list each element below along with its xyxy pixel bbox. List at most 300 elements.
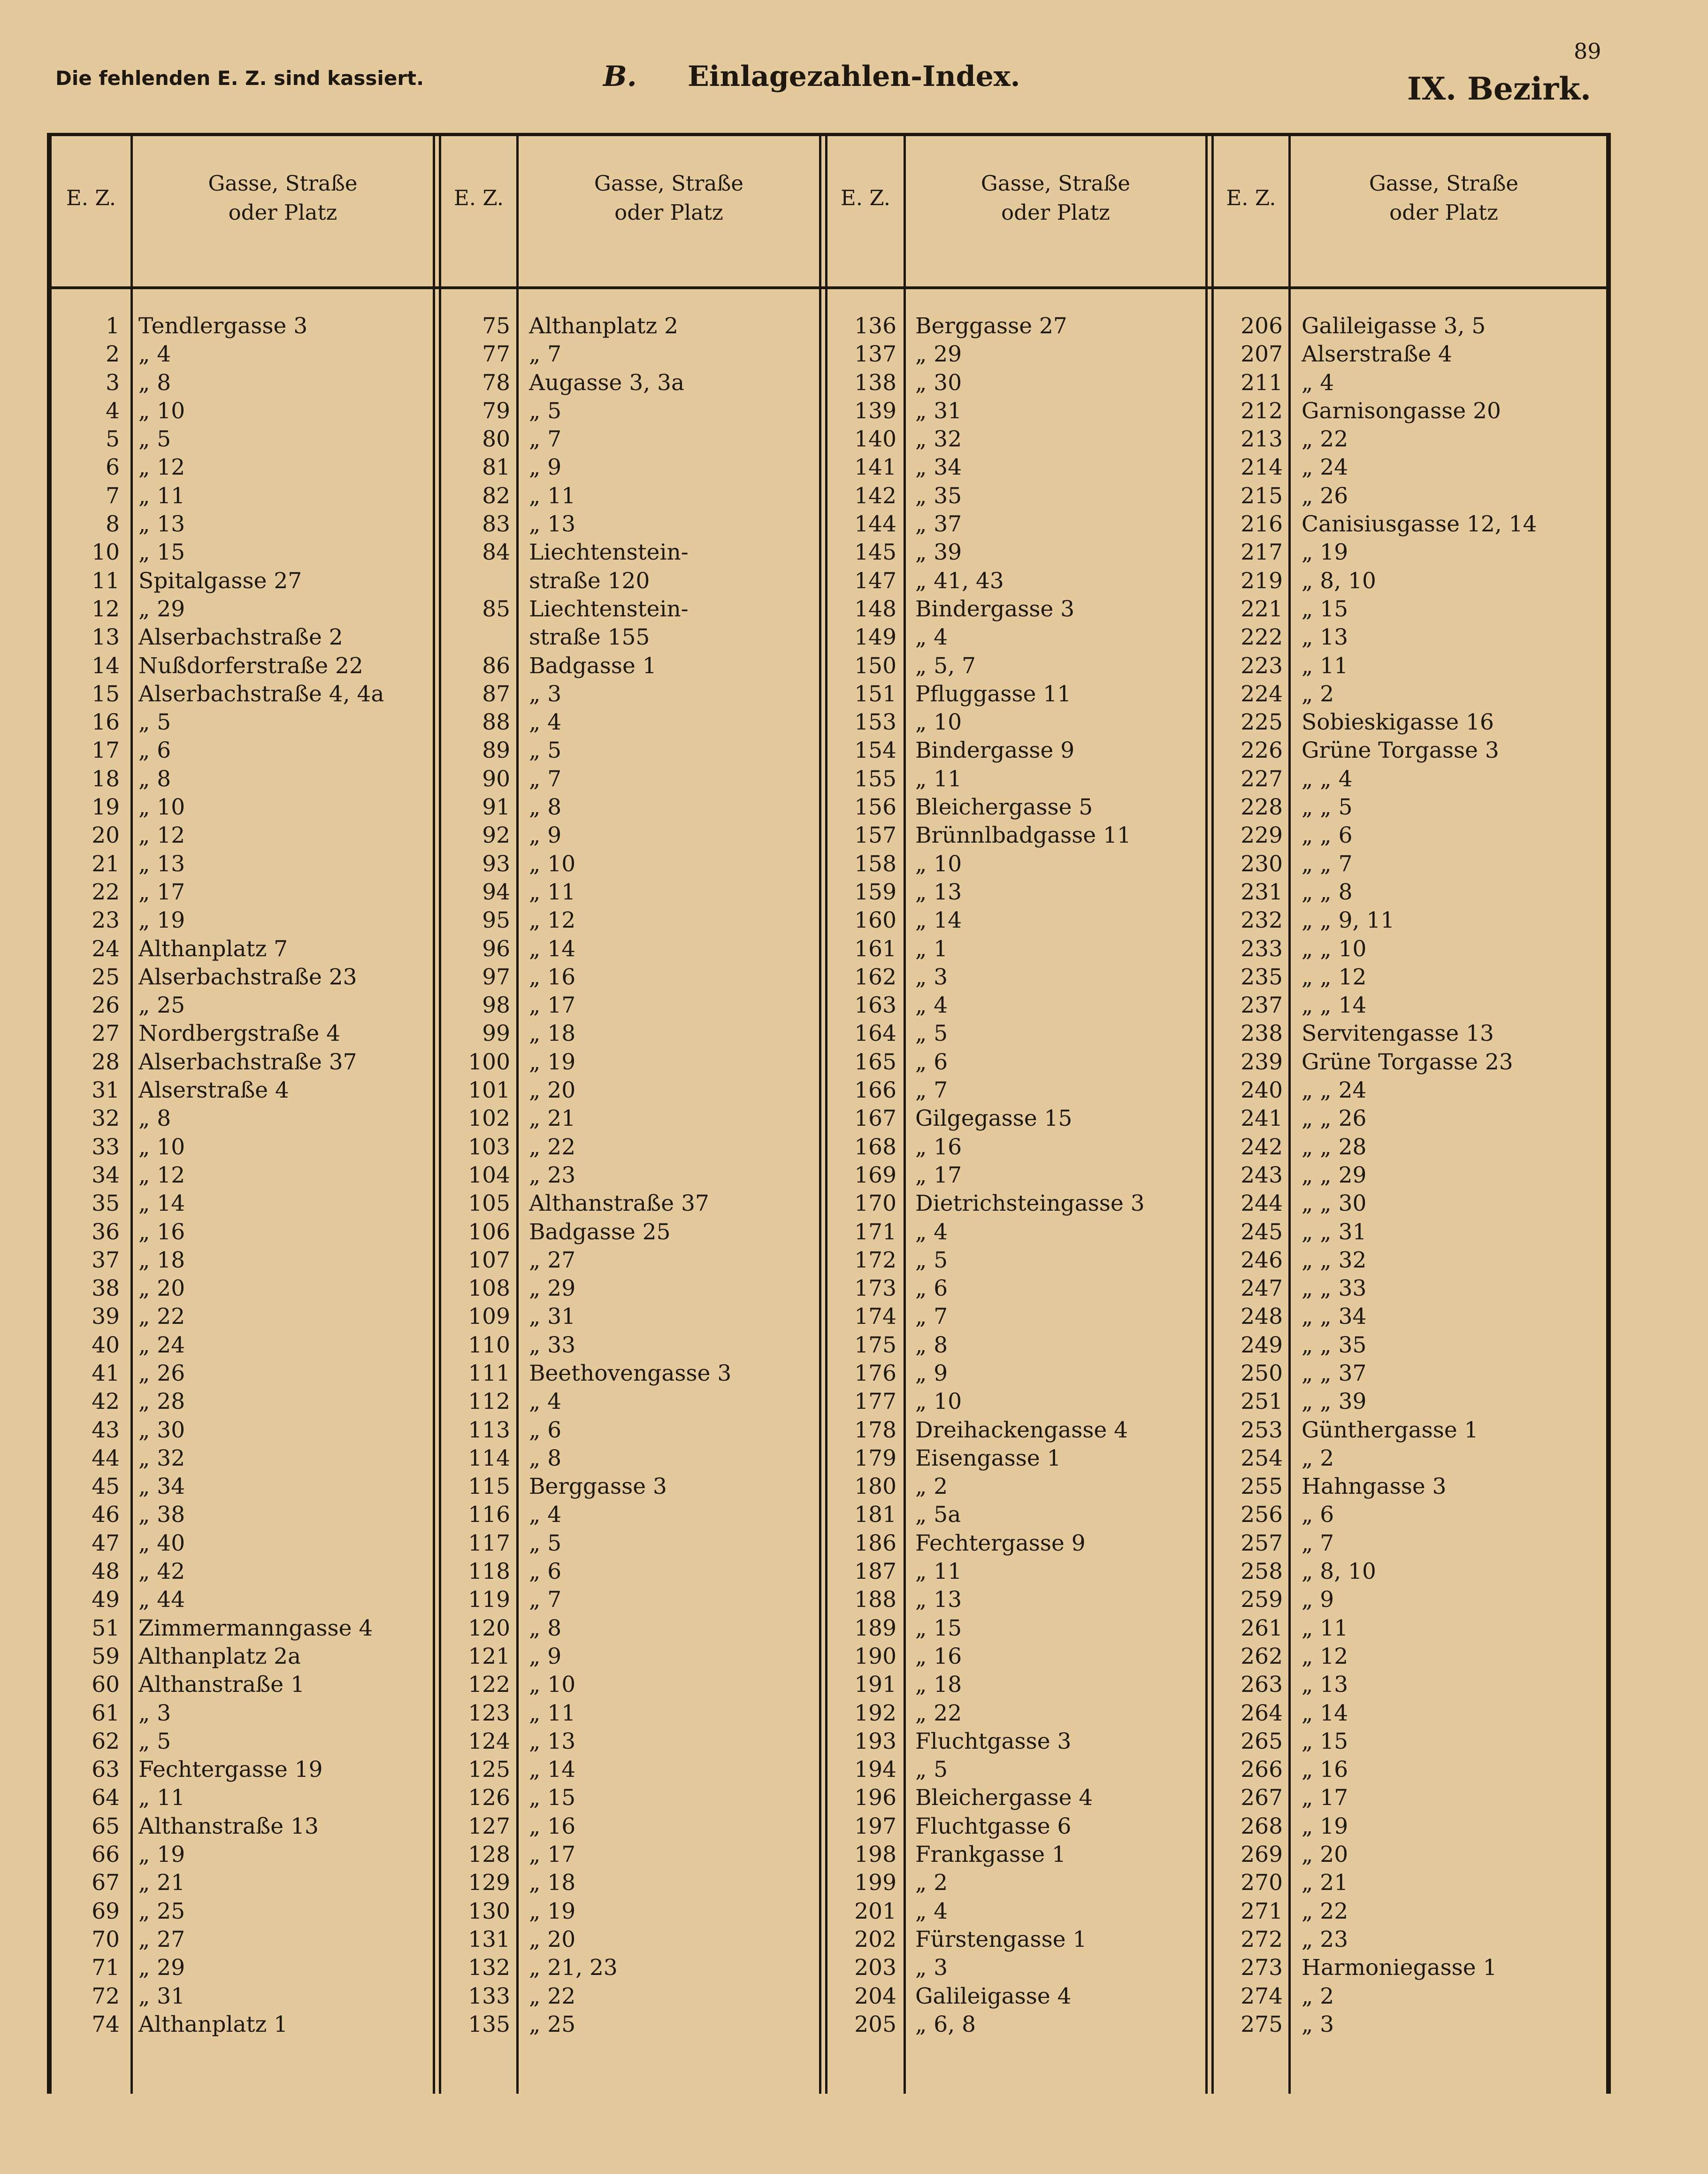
ez-number: 170 xyxy=(854,1191,896,1217)
street-address: „ 18 xyxy=(529,1021,576,1047)
table-row xyxy=(828,1813,1205,1841)
table-row xyxy=(442,1643,819,1671)
street-address: „ 31 xyxy=(138,1983,185,2009)
ez-number: 168 xyxy=(854,1134,896,1160)
ez-number: 221 xyxy=(1241,596,1283,622)
table-row xyxy=(1215,1671,1597,1699)
ez-number: 94 xyxy=(482,879,510,905)
ez-number: 176 xyxy=(854,1360,896,1386)
table-row xyxy=(1215,482,1597,510)
street-address: „ 4 xyxy=(915,992,948,1019)
ez-number: 169 xyxy=(854,1162,896,1188)
street-address: „ 29 xyxy=(138,1955,185,1981)
street-address: Spitalgasse 27 xyxy=(138,568,302,594)
table-row xyxy=(828,737,1205,765)
table-row xyxy=(52,963,433,991)
ez-number: 165 xyxy=(854,1049,896,1075)
table-row xyxy=(1215,1501,1597,1529)
ez-number: 12 xyxy=(92,596,120,622)
table-row xyxy=(1215,652,1597,680)
ez-number: 129 xyxy=(468,1870,510,1896)
table-row xyxy=(442,623,819,652)
table-row xyxy=(442,793,819,822)
table-row xyxy=(828,1558,1205,1586)
table-row xyxy=(52,765,433,793)
table-row xyxy=(828,1133,1205,1161)
ez-number: 42 xyxy=(92,1389,120,1415)
table-row xyxy=(442,935,819,963)
table-row xyxy=(52,1246,433,1275)
table-row xyxy=(1215,737,1597,765)
table-row xyxy=(52,453,433,482)
ez-number: 132 xyxy=(468,1955,510,1981)
table-row xyxy=(52,991,433,1020)
ez-number: 245 xyxy=(1241,1219,1283,1245)
ez-number: 201 xyxy=(854,1898,896,1924)
ez-number: 254 xyxy=(1241,1445,1283,1471)
table-row xyxy=(52,793,433,822)
table-row xyxy=(442,1444,819,1473)
street-address: „ 23 xyxy=(1302,1926,1348,1952)
street-address: „ 20 xyxy=(138,1275,185,1302)
ez-number: 75 xyxy=(482,313,510,339)
street-address: „ 29 xyxy=(529,1275,576,1302)
table-row xyxy=(52,623,433,652)
table-row xyxy=(1215,1473,1597,1501)
street-address: „ 1 xyxy=(915,936,948,962)
table-row xyxy=(828,538,1205,567)
table-row xyxy=(1215,1614,1597,1643)
ez-number: 131 xyxy=(468,1926,510,1952)
header-street-line1: Gasse, Straße xyxy=(1369,171,1519,196)
table-row xyxy=(828,793,1205,822)
table-row xyxy=(1215,1558,1597,1586)
table-row xyxy=(1215,1784,1597,1812)
table-row xyxy=(52,397,433,425)
ez-number: 105 xyxy=(468,1191,510,1217)
ez-number: 241 xyxy=(1241,1106,1283,1132)
table-row xyxy=(52,1954,433,1982)
ez-number: 237 xyxy=(1241,992,1283,1019)
ez-number: 2 xyxy=(106,341,120,368)
ez-number: 117 xyxy=(468,1530,510,1556)
ez-number: 239 xyxy=(1241,1049,1283,1075)
street-address: „ 38 xyxy=(138,1502,185,1528)
ez-number: 125 xyxy=(468,1757,510,1783)
ez-number: 93 xyxy=(482,851,510,877)
ez-number: 120 xyxy=(468,1615,510,1641)
street-address: „ 2 xyxy=(1302,1983,1334,2009)
street-address: „ 8 xyxy=(915,1332,948,1358)
ez-number: 3 xyxy=(106,369,120,396)
ez-number: 172 xyxy=(854,1247,896,1273)
table-row xyxy=(52,1416,433,1444)
ez-number: 83 xyxy=(482,511,510,538)
street-address: Bindergasse 9 xyxy=(915,737,1075,764)
ez-number: 258 xyxy=(1241,1559,1283,1585)
street-address: „ 10 xyxy=(915,709,962,736)
table-row xyxy=(828,1275,1205,1303)
table-row xyxy=(442,680,819,708)
street-address: „ 17 xyxy=(1302,1785,1348,1811)
table-row xyxy=(52,1218,433,1246)
ez-number: 268 xyxy=(1241,1813,1283,1839)
table-row xyxy=(1215,1897,1597,1926)
table-row xyxy=(828,1897,1205,1926)
ez-number: 119 xyxy=(468,1587,510,1613)
street-address: „ 22 xyxy=(138,1304,185,1330)
ez-number: 72 xyxy=(92,1983,120,2009)
table-row xyxy=(828,1303,1205,1331)
ez-number: 32 xyxy=(92,1106,120,1132)
table-row xyxy=(1215,1416,1597,1444)
table-row xyxy=(828,765,1205,793)
ez-number: 90 xyxy=(482,766,510,792)
table-row xyxy=(442,2011,819,2039)
table-row xyxy=(52,1275,433,1303)
ez-number: 223 xyxy=(1241,653,1283,679)
column-rule xyxy=(819,136,827,2094)
ez-number: 71 xyxy=(92,1955,120,1981)
street-address: Bleichergasse 4 xyxy=(915,1785,1093,1811)
street-address: „ 15 xyxy=(529,1785,576,1811)
street-address: „ 12 xyxy=(1302,1643,1348,1669)
street-address: „ 3 xyxy=(915,1955,948,1981)
street-address: Althanplatz 7 xyxy=(138,936,288,962)
ez-number: 13 xyxy=(92,624,120,651)
table-row xyxy=(442,312,819,340)
table-row xyxy=(1215,822,1597,850)
street-address: „ 22 xyxy=(529,1983,576,2009)
street-address: „ 9 xyxy=(529,454,562,481)
table-row xyxy=(828,1218,1205,1246)
street-address: Bindergasse 3 xyxy=(915,596,1075,622)
street-address: „ 17 xyxy=(529,1842,576,1868)
ez-number: 81 xyxy=(482,454,510,481)
ez-number: 16 xyxy=(92,709,120,736)
street-address: „ „ 31 xyxy=(1302,1219,1367,1245)
ez-number: 167 xyxy=(854,1106,896,1132)
street-address: „ 3 xyxy=(529,681,562,707)
ez-number: 257 xyxy=(1241,1530,1283,1556)
street-address: straße 155 xyxy=(529,624,650,651)
table-row xyxy=(52,369,433,397)
street-address: „ 6 xyxy=(138,737,171,764)
ez-number: 161 xyxy=(854,936,896,962)
ez-number: 173 xyxy=(854,1275,896,1302)
street-address: „ 10 xyxy=(138,1134,185,1160)
ez-number: 212 xyxy=(1241,398,1283,424)
street-address: „ 20 xyxy=(529,1926,576,1952)
table-row xyxy=(828,878,1205,906)
ez-number: 186 xyxy=(854,1530,896,1556)
table-row xyxy=(1215,1076,1597,1105)
ez-number: 5 xyxy=(106,426,120,453)
table-row xyxy=(828,1643,1205,1671)
table-row xyxy=(828,1501,1205,1529)
table-row xyxy=(442,1671,819,1699)
ez-number: 67 xyxy=(92,1870,120,1896)
street-address: „ „ 37 xyxy=(1302,1360,1367,1386)
street-address: „ 5 xyxy=(138,1728,171,1754)
table-row xyxy=(1215,793,1597,822)
table-row xyxy=(828,2011,1205,2039)
street-address: Nußdorferstraße 22 xyxy=(138,653,363,679)
street-address: „ 2 xyxy=(915,1474,948,1500)
street-address: Berggasse 27 xyxy=(915,313,1067,339)
table-row xyxy=(1215,1048,1597,1076)
table-row xyxy=(442,369,819,397)
ez-number: 137 xyxy=(854,341,896,368)
street-address: Grüne Torgasse 23 xyxy=(1302,1049,1513,1075)
street-address: „ 2 xyxy=(915,1870,948,1896)
street-address: „ 19 xyxy=(1302,539,1348,566)
street-address: Berggasse 3 xyxy=(529,1474,667,1500)
table-row xyxy=(442,1954,819,1982)
street-address: „ 22 xyxy=(1302,1898,1348,1924)
street-address: „ 8 xyxy=(138,766,171,792)
table-row xyxy=(52,1841,433,1869)
ez-number: 23 xyxy=(92,907,120,934)
table-row xyxy=(52,1728,433,1756)
ez-number: 155 xyxy=(854,766,896,792)
ez-number: 87 xyxy=(482,681,510,707)
street-address: Tendlergasse 3 xyxy=(138,313,308,339)
ez-number: 17 xyxy=(92,737,120,764)
street-address: „ 2 xyxy=(1302,1445,1334,1471)
street-address: „ 28 xyxy=(138,1389,185,1415)
street-address: „ 33 xyxy=(529,1332,576,1358)
table-row xyxy=(828,1756,1205,1784)
table-row xyxy=(828,1416,1205,1444)
ez-number: 177 xyxy=(854,1389,896,1415)
street-address: „ 8, 10 xyxy=(1302,1559,1376,1585)
street-address: „ 10 xyxy=(138,398,185,424)
table-row xyxy=(828,991,1205,1020)
ez-number: 116 xyxy=(468,1502,510,1528)
street-address: „ 13 xyxy=(138,851,185,877)
table-row xyxy=(52,1643,433,1671)
street-address: „ 17 xyxy=(915,1162,962,1188)
table-row xyxy=(442,1161,819,1190)
ez-number: 253 xyxy=(1241,1417,1283,1443)
table-row xyxy=(828,1586,1205,1614)
ez-number: 110 xyxy=(468,1332,510,1358)
street-address: „ 37 xyxy=(915,511,962,538)
table-row xyxy=(442,878,819,906)
ez-number: 262 xyxy=(1241,1643,1283,1669)
ez-number: 20 xyxy=(92,822,120,849)
ez-number: 59 xyxy=(92,1643,120,1669)
table-row xyxy=(52,1813,433,1841)
ez-number: 74 xyxy=(92,2011,120,2037)
ez-number: 118 xyxy=(468,1559,510,1585)
street-address: „ 14 xyxy=(529,1757,576,1783)
table-row xyxy=(828,1982,1205,2011)
ez-number: 45 xyxy=(92,1474,120,1500)
table-row xyxy=(1215,906,1597,935)
table-row xyxy=(52,1982,433,2011)
street-address: „ 20 xyxy=(1302,1842,1348,1868)
index-column-1 xyxy=(52,312,433,2039)
ez-number: 63 xyxy=(92,1757,120,1783)
street-address: „ 14 xyxy=(915,907,962,934)
ez-number: 197 xyxy=(854,1813,896,1839)
street-address: Beethovengasse 3 xyxy=(529,1360,732,1386)
street-address: „ 34 xyxy=(138,1474,185,1500)
street-address: „ 7 xyxy=(915,1077,948,1104)
ez-number: 235 xyxy=(1241,964,1283,990)
ez-number: 98 xyxy=(482,992,510,1019)
table-row xyxy=(828,1473,1205,1501)
ez-number: 202 xyxy=(854,1926,896,1952)
table-row xyxy=(52,1076,433,1105)
street-address: Althanplatz 2 xyxy=(529,313,679,339)
table-row xyxy=(1215,1388,1597,1416)
ez-number: 4 xyxy=(106,398,120,424)
street-address: „ 19 xyxy=(529,1898,576,1924)
street-address: „ 15 xyxy=(1302,596,1348,622)
ez-number: 70 xyxy=(92,1926,120,1952)
table-row xyxy=(52,652,433,680)
table-row xyxy=(442,1614,819,1643)
street-address: Liechtenstein- xyxy=(529,596,689,622)
ez-number: 65 xyxy=(92,1813,120,1839)
street-address: Dreihackengasse 4 xyxy=(915,1417,1128,1443)
street-address: „ „ 35 xyxy=(1302,1332,1367,1358)
ez-number: 126 xyxy=(468,1785,510,1811)
street-address: „ 26 xyxy=(1302,483,1348,509)
ez-number: 249 xyxy=(1241,1332,1283,1358)
ez-number: 107 xyxy=(468,1247,510,1273)
table-row xyxy=(1215,397,1597,425)
table-row xyxy=(52,878,433,906)
ez-number: 25 xyxy=(92,964,120,990)
street-address: Fürstengasse 1 xyxy=(915,1926,1087,1952)
ez-number: 164 xyxy=(854,1021,896,1047)
ez-number: 8 xyxy=(106,511,120,538)
table-row xyxy=(442,1218,819,1246)
table-row xyxy=(52,1133,433,1161)
ez-number: 225 xyxy=(1241,709,1283,736)
ez-number: 232 xyxy=(1241,907,1283,934)
street-address: Bleichergasse 5 xyxy=(915,794,1093,821)
ez-number: 36 xyxy=(92,1219,120,1245)
ez-number: 44 xyxy=(92,1445,120,1471)
table-row xyxy=(1215,1869,1597,1897)
ez-number: 28 xyxy=(92,1049,120,1075)
table-row xyxy=(1215,935,1597,963)
ez-number: 49 xyxy=(92,1587,120,1613)
street-address: Pfluggasse 11 xyxy=(915,681,1072,707)
table-row xyxy=(52,1360,433,1388)
ez-number: 7 xyxy=(106,483,120,509)
ez-number: 109 xyxy=(468,1304,510,1330)
street-address: „ 17 xyxy=(138,879,185,905)
table-row xyxy=(442,1303,819,1331)
table-row xyxy=(1215,1756,1597,1784)
ez-number: 178 xyxy=(854,1417,896,1443)
ez-number: 69 xyxy=(92,1898,120,1924)
street-address: „ 12 xyxy=(138,822,185,849)
street-address: „ 21 xyxy=(529,1106,576,1132)
ez-number: 215 xyxy=(1241,483,1283,509)
table-row xyxy=(1215,425,1597,453)
index-table xyxy=(47,133,1611,2094)
street-address: „ 15 xyxy=(1302,1728,1348,1754)
table-row xyxy=(1215,340,1597,369)
street-address: „ 11 xyxy=(529,483,576,509)
street-address: „ 7 xyxy=(1302,1530,1334,1556)
street-address: „ 9 xyxy=(915,1360,948,1386)
table-row xyxy=(828,1869,1205,1897)
ez-number: 82 xyxy=(482,483,510,509)
table-row xyxy=(52,850,433,878)
ez-number: 77 xyxy=(482,341,510,368)
street-address: „ 15 xyxy=(915,1615,962,1641)
table-row xyxy=(442,1331,819,1360)
street-address: „ 11 xyxy=(915,766,962,792)
street-address: „ 16 xyxy=(915,1134,962,1160)
ez-number: 136 xyxy=(854,313,896,339)
ez-number: 46 xyxy=(92,1502,120,1528)
street-address: „ 13 xyxy=(1302,1672,1348,1698)
ez-number: 174 xyxy=(854,1304,896,1330)
table-row xyxy=(828,1614,1205,1643)
street-address: „ 5 xyxy=(138,709,171,736)
ez-number: 14 xyxy=(92,653,120,679)
table-row xyxy=(442,1190,819,1218)
street-address: „ 16 xyxy=(915,1643,962,1669)
table-row xyxy=(1215,1699,1597,1728)
street-address: „ 8, 10 xyxy=(1302,568,1376,594)
table-row xyxy=(1215,1982,1597,2011)
ez-number: 240 xyxy=(1241,1077,1283,1104)
street-address: „ 20 xyxy=(529,1077,576,1104)
table-row xyxy=(828,1671,1205,1699)
street-address: „ 18 xyxy=(138,1247,185,1273)
table-row xyxy=(442,1246,819,1275)
table-row xyxy=(1215,963,1597,991)
ez-number: 15 xyxy=(92,681,120,707)
table-row xyxy=(52,1529,433,1558)
section-letter: B. xyxy=(603,60,637,93)
ez-number: 231 xyxy=(1241,879,1283,905)
table-row xyxy=(1215,991,1597,1020)
ez-number: 166 xyxy=(854,1077,896,1104)
header-street-line1: Gasse, Straße xyxy=(594,171,744,196)
ez-number: 265 xyxy=(1241,1728,1283,1754)
table-row xyxy=(52,906,433,935)
table-row xyxy=(52,1190,433,1218)
table-row xyxy=(828,369,1205,397)
street-address: „ 22 xyxy=(529,1134,576,1160)
ez-number: 247 xyxy=(1241,1275,1283,1302)
ez-number: 21 xyxy=(92,851,120,877)
street-address: „ 16 xyxy=(1302,1757,1348,1783)
table-row xyxy=(1215,312,1597,340)
ez-number: 79 xyxy=(482,398,510,424)
table-row xyxy=(1215,878,1597,906)
table-row xyxy=(828,1529,1205,1558)
table-row xyxy=(828,906,1205,935)
header-street xyxy=(1291,169,1597,227)
street-address: „ 25 xyxy=(138,1898,185,1924)
page-number: 89 xyxy=(1574,38,1601,64)
street-address: „ 7 xyxy=(529,426,562,453)
street-address: „ 18 xyxy=(529,1870,576,1896)
table-row xyxy=(52,1897,433,1926)
